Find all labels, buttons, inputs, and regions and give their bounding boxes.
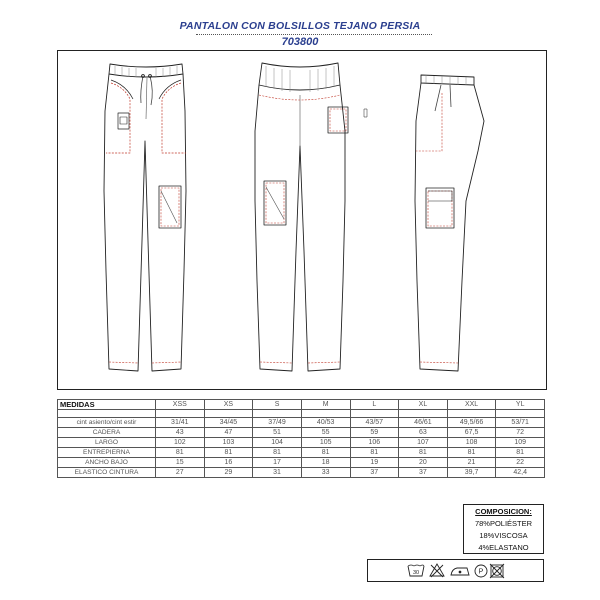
table-cell: 29 xyxy=(204,468,253,478)
no-tumble-dry-icon xyxy=(490,564,504,578)
measures-heading: MEDIDAS xyxy=(58,400,156,410)
table-cell: 81 xyxy=(496,448,545,458)
table-cell: 81 xyxy=(156,448,205,458)
table-cell: 59 xyxy=(350,428,399,438)
row-label: ANCHO BAJO xyxy=(58,458,156,468)
table-cell: 27 xyxy=(156,468,205,478)
side-view-drawing xyxy=(415,75,484,371)
table-cell: 102 xyxy=(156,438,205,448)
table-cell: 43/57 xyxy=(350,418,399,428)
table-cell: 63 xyxy=(399,428,448,438)
table-row xyxy=(58,468,545,478)
table-cell: 18 xyxy=(301,458,350,468)
size-header: M xyxy=(301,400,350,410)
row-label: cint asiento/cint estir xyxy=(58,418,156,428)
table-cell: 103 xyxy=(204,438,253,448)
table-cell: 107 xyxy=(399,438,448,448)
table-cell: 31 xyxy=(253,468,302,478)
table-cell: 15 xyxy=(156,458,205,468)
size-header: XL xyxy=(399,400,448,410)
iron-low-icon xyxy=(451,568,469,575)
back-view-drawing xyxy=(255,63,367,371)
table-cell: 67,5 xyxy=(447,428,496,438)
table-cell: 104 xyxy=(253,438,302,448)
table-header-row xyxy=(58,400,545,410)
size-header: XS xyxy=(204,400,253,410)
no-bleach-icon xyxy=(430,564,444,577)
measurements-table xyxy=(57,399,545,478)
table-cell: 105 xyxy=(301,438,350,448)
technical-drawing-panel xyxy=(57,50,547,390)
table-cell: 81 xyxy=(447,448,496,458)
table-cell: 106 xyxy=(350,438,399,448)
table-cell: 37 xyxy=(350,468,399,478)
table-cell: 55 xyxy=(301,428,350,438)
pants-technical-drawings xyxy=(58,51,546,389)
table-cell: 47 xyxy=(204,428,253,438)
care-symbols xyxy=(368,560,543,581)
product-code: 703800 xyxy=(281,36,319,48)
care-symbols-box xyxy=(367,559,544,582)
table-cell: 17 xyxy=(253,458,302,468)
wash-temperature: 30 xyxy=(412,570,420,576)
table-cell: 31/41 xyxy=(156,418,205,428)
table-cell: 39,7 xyxy=(447,468,496,478)
table-cell: 109 xyxy=(496,438,545,448)
table-cell: 81 xyxy=(301,448,350,458)
composition-title: COMPOSICION: xyxy=(475,507,532,516)
table-cell: 21 xyxy=(447,458,496,468)
table-cell: 72 xyxy=(496,428,545,438)
row-label: CADERA xyxy=(58,428,156,438)
table-cell: 81 xyxy=(253,448,302,458)
size-header: YL xyxy=(496,400,545,410)
composition-line: 4%ELASTANO xyxy=(478,543,529,552)
table-cell: 16 xyxy=(204,458,253,468)
table-cell: 49,5/66 xyxy=(447,418,496,428)
row-label: ELASTICO CINTURA xyxy=(58,468,156,478)
document-title: PANTALON CON BOLSILLOS TEJANO PERSIA xyxy=(179,20,421,32)
table-cell: 53/71 xyxy=(496,418,545,428)
table-cell: 34/45 xyxy=(204,418,253,428)
table-cell: 81 xyxy=(350,448,399,458)
table-cell: 46/61 xyxy=(399,418,448,428)
dry-clean-p-icon xyxy=(475,565,487,577)
table-spacer-row xyxy=(58,410,545,418)
table-cell: 37 xyxy=(399,468,448,478)
table-cell: 81 xyxy=(204,448,253,458)
wash-30-icon xyxy=(408,565,424,576)
table-cell: 43 xyxy=(156,428,205,438)
table-row xyxy=(58,428,545,438)
size-header: XSS xyxy=(156,400,205,410)
table-cell: 37/49 xyxy=(253,418,302,428)
composition-box xyxy=(463,504,544,554)
table-row xyxy=(58,458,545,468)
front-view-drawing xyxy=(104,64,186,371)
table-row xyxy=(58,438,545,448)
svg-text:P: P xyxy=(478,568,484,576)
table-cell: 108 xyxy=(447,438,496,448)
table-cell: 19 xyxy=(350,458,399,468)
table-cell: 42,4 xyxy=(496,468,545,478)
size-header: XXL xyxy=(447,400,496,410)
size-header: L xyxy=(350,400,399,410)
row-label: LARGO xyxy=(58,438,156,448)
composition-line: 18%VISCOSA xyxy=(479,531,528,540)
table-cell: 33 xyxy=(301,468,350,478)
size-header: S xyxy=(253,400,302,410)
table-row xyxy=(58,448,545,458)
table-cell: 22 xyxy=(496,458,545,468)
composition-line: 78%POLIÉSTER xyxy=(474,519,533,528)
table-cell: 20 xyxy=(399,458,448,468)
title-underline xyxy=(196,34,432,35)
row-label: ENTREPIERNA xyxy=(58,448,156,458)
table-cell: 51 xyxy=(253,428,302,438)
table-row xyxy=(58,418,545,428)
table-cell: 40/53 xyxy=(301,418,350,428)
table-cell: 81 xyxy=(399,448,448,458)
